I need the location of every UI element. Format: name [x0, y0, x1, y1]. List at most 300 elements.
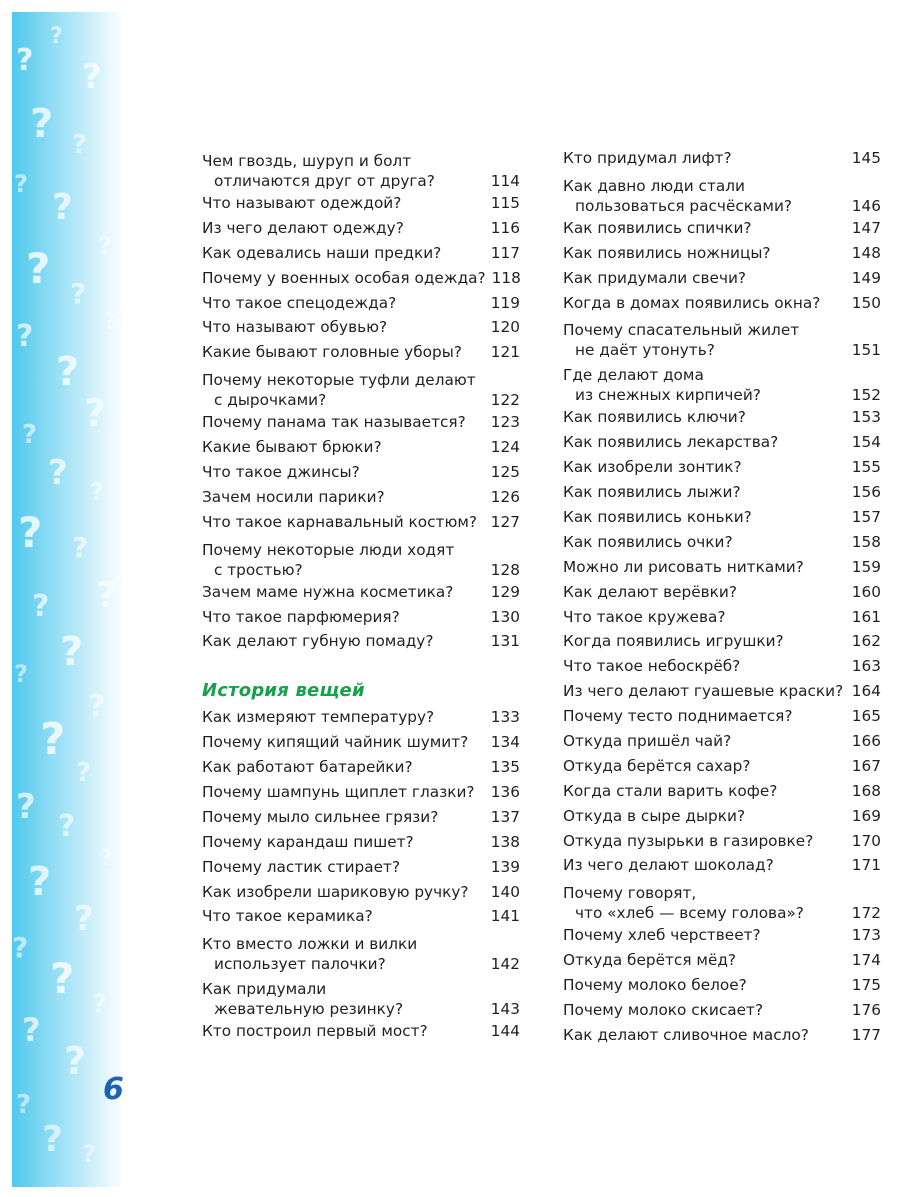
toc-entry-title — [563, 530, 733, 555]
toc-entry-line: Как придумали — [202, 980, 327, 999]
toc-entry-page: 134 — [490, 733, 520, 752]
toc-entry-page: 149 — [851, 268, 881, 287]
toc-entry[interactable] — [563, 216, 881, 241]
toc-entry-line: Что такое небоскрёб? — [563, 657, 741, 676]
question-mark-icon: ? — [28, 859, 52, 905]
toc-entry-line: Почему говорят, — [563, 884, 697, 903]
toc-entry[interactable] — [563, 878, 881, 923]
toc-entry-line: Как измеряют температуру? — [202, 708, 435, 727]
toc-entry-page: 175 — [851, 976, 881, 995]
toc-entry-title — [563, 779, 777, 804]
toc-entry[interactable] — [563, 505, 881, 530]
question-mark-icon: ? — [16, 43, 34, 78]
toc-entry[interactable] — [202, 460, 520, 485]
toc-entry-page: 125 — [490, 463, 520, 481]
toc-entry[interactable] — [202, 1019, 520, 1044]
toc-entry-line: Почему тесто поднимается? — [563, 707, 793, 726]
toc-entry-line: Что называют обувью? — [202, 318, 388, 337]
toc-entry-line: Почему некоторые люди ходят — [202, 540, 455, 559]
toc-entry-line: Кто построил первый мост? — [202, 1022, 428, 1041]
toc-entry-title — [202, 934, 417, 974]
toc-entry-title — [563, 973, 747, 998]
toc-entry[interactable] — [563, 580, 881, 605]
toc-entry-title — [563, 829, 813, 854]
toc-entry-line: Почему некоторые туфли делают — [202, 371, 476, 390]
toc-entry-title — [563, 948, 736, 973]
toc-entry-line: Когда в домах появились окна? — [563, 293, 821, 312]
toc-entry-page: 172 — [851, 904, 881, 923]
toc-entry-line: Что такое спецодежда? — [202, 293, 397, 312]
toc-entry-line: Почему спасательный жилет — [563, 321, 800, 340]
toc-entry-title — [202, 755, 413, 780]
toc-entry-line: Можно ли рисовать нитками? — [563, 557, 804, 576]
toc-entry[interactable] — [202, 929, 520, 974]
toc-entry-line: Какие бывают брюки? — [202, 438, 382, 457]
toc-entry[interactable] — [563, 629, 881, 654]
toc-entry-page: 150 — [851, 293, 881, 312]
toc-entry[interactable] — [202, 730, 520, 755]
toc-entry-page: 131 — [490, 632, 520, 651]
toc-entry-title — [563, 629, 784, 654]
question-mark-icon: ? — [64, 1039, 87, 1083]
toc-entry[interactable] — [202, 485, 520, 510]
toc-entry-line: Почему молоко скисает? — [563, 1001, 764, 1020]
toc-entry-line: Откуда берётся мёд? — [563, 951, 737, 970]
toc-entry-line: Зачем маме нужна косметика? — [202, 582, 454, 601]
toc-entry-title — [202, 370, 476, 410]
toc-entry-line: Как придумали свечи? — [563, 268, 747, 287]
toc-entry[interactable] — [202, 435, 520, 460]
toc-entry[interactable] — [202, 216, 520, 241]
toc-entry[interactable] — [563, 829, 881, 854]
toc-entry-page: 126 — [490, 487, 520, 506]
toc-entry-title — [202, 540, 454, 580]
toc-entry-page: 148 — [851, 243, 881, 262]
toc-entry-page: 121 — [490, 343, 520, 362]
toc-entry-page: 116 — [490, 218, 520, 237]
toc-entry-title — [202, 629, 433, 654]
toc-entry-line: Почему хлеб черствеет? — [563, 926, 761, 945]
toc-entry-title — [563, 923, 761, 948]
toc-entry-line: Что такое парфюмерия? — [202, 607, 400, 626]
toc-entry-line: Кто вместо ложки и вилки — [202, 935, 418, 954]
toc-entry[interactable] — [563, 241, 881, 266]
toc-entry-line: Что такое кружева? — [563, 607, 726, 626]
toc-entry-page: 167 — [851, 756, 881, 775]
toc-entry[interactable] — [202, 580, 520, 605]
toc-entry-page: 173 — [851, 926, 881, 945]
toc-entry-line: Что такое карнавальный костюм? — [202, 512, 477, 531]
toc-entry-line: Почему молоко белое? — [563, 976, 747, 995]
toc-entry-page: 137 — [490, 807, 520, 826]
toc-entry-line: Почему шампунь щиплет глазки? — [202, 783, 475, 802]
toc-entry[interactable] — [202, 805, 520, 830]
toc-entry[interactable] — [202, 146, 520, 191]
toc-entry-page: 118 — [491, 268, 521, 287]
toc-entry-line: Где делают дома — [563, 366, 704, 385]
question-mark-icon: ? — [50, 954, 75, 1003]
toc-entry[interactable] — [563, 679, 881, 704]
toc-entry[interactable] — [563, 315, 881, 360]
toc-entry-title — [202, 340, 462, 365]
toc-entry-page: 136 — [490, 783, 520, 802]
toc-entry-title — [202, 291, 396, 316]
question-mark-icon: ? — [72, 130, 88, 160]
toc-entry-title — [563, 704, 792, 729]
toc-entry[interactable] — [563, 146, 881, 171]
toc-entry-title — [202, 460, 360, 485]
toc-entry-line: Из чего делают шоколад? — [563, 856, 774, 875]
toc-list — [563, 146, 881, 1048]
toc-entry-title — [563, 654, 740, 679]
toc-entry-title — [563, 146, 732, 171]
toc-entry-line: с тростью? — [214, 560, 303, 579]
toc-entry-title — [202, 705, 434, 730]
toc-entry[interactable] — [563, 654, 881, 679]
toc-entry-title — [202, 216, 404, 241]
toc-entry-title — [563, 480, 741, 505]
question-mark-icon: ? — [92, 990, 108, 1020]
toc-entry-page: 147 — [851, 218, 881, 237]
toc-entry-line: Почему карандаш пишет? — [202, 832, 414, 851]
toc-entry-title — [202, 151, 435, 191]
toc-entry[interactable] — [202, 315, 520, 340]
toc-entry-title — [202, 315, 387, 340]
toc-entry[interactable] — [202, 974, 520, 1019]
question-mark-icon: ? — [16, 787, 36, 827]
toc-entry-line: Как появились очки? — [563, 532, 733, 551]
toc-entry[interactable] — [202, 880, 520, 905]
toc-entry-title — [563, 455, 742, 480]
toc-entry-page: 140 — [490, 882, 520, 901]
toc-entry-title — [563, 176, 792, 216]
toc-entry-title — [202, 805, 438, 830]
toc-entry-page: 158 — [851, 532, 881, 551]
toc-entry[interactable] — [202, 904, 520, 929]
toc-entry-page: 127 — [490, 512, 520, 531]
toc-entry-page: 177 — [851, 1025, 881, 1044]
toc-entry[interactable] — [563, 779, 881, 804]
toc-entry[interactable] — [202, 191, 520, 216]
toc-entry-page: 174 — [851, 951, 881, 970]
question-mark-icon: ? — [90, 478, 104, 506]
toc-entry-line: Откуда пришёл чай? — [563, 732, 732, 751]
toc-entry-page: 160 — [851, 582, 881, 601]
toc-entry-page: 124 — [490, 438, 520, 457]
toc-entry-title — [563, 320, 799, 360]
toc-entry-title — [563, 291, 820, 316]
toc-entry-page: 151 — [851, 341, 881, 360]
question-mark-icon: ? — [84, 391, 107, 435]
toc-entry[interactable] — [563, 430, 881, 455]
toc-entry-page: 129 — [490, 582, 520, 601]
toc-entry-line: Зачем носили парики? — [202, 487, 385, 506]
toc-entry-line: Как появились спички? — [563, 218, 752, 237]
toc-entry-title — [202, 410, 466, 435]
toc-entry-title — [202, 241, 441, 266]
toc-entry-page: 161 — [851, 607, 881, 626]
toc-entry-page: 135 — [490, 758, 520, 777]
toc-entry-line: с дырочками? — [214, 391, 327, 410]
toc-right-column — [563, 146, 881, 1048]
toc-entry-page: 153 — [851, 408, 881, 427]
toc-entry-line: Как появились ножницы? — [563, 243, 771, 262]
toc-entry[interactable] — [202, 855, 520, 880]
question-mark-icon: ? — [58, 809, 76, 844]
toc-entry-title — [202, 880, 469, 905]
toc-entry-page: 156 — [851, 483, 881, 502]
question-mark-icon: ? — [104, 310, 117, 335]
toc-entry-line: использует палочки? — [214, 955, 386, 974]
question-mark-icon: ? — [76, 758, 92, 788]
toc-entry-line: Как одевались наши предки? — [202, 243, 442, 262]
toc-entry[interactable] — [563, 171, 881, 216]
question-mark-icon: ? — [72, 531, 89, 564]
question-mark-icon: ? — [16, 1090, 32, 1120]
toc-entry-title — [563, 430, 778, 455]
toc-entry-title — [563, 555, 804, 580]
toc-entry-page: 157 — [851, 508, 881, 526]
decorative-band — [12, 12, 124, 1187]
question-mark-icon: ? — [56, 349, 80, 395]
toc-entry-line: Как работают батарейки? — [202, 758, 413, 777]
toc-entry-title — [563, 405, 746, 430]
question-mark-icon: ? — [60, 629, 84, 675]
question-mark-icon: ? — [16, 319, 34, 354]
toc-entry-title — [202, 435, 382, 460]
toc-entry[interactable] — [202, 266, 520, 291]
toc-entry-page: 159 — [851, 557, 881, 576]
toc-entry-line: Как появились коньки? — [563, 508, 752, 526]
page-number: 6 — [103, 1072, 124, 1107]
toc-entry-title — [563, 266, 746, 291]
toc-entry-line: пользоваться расчёсками? — [575, 196, 793, 215]
toc-entry-page: 176 — [851, 1001, 881, 1020]
toc-entry-page: 152 — [851, 386, 881, 405]
toc-entry-page: 154 — [851, 433, 881, 452]
toc-entry-line: отличаются друг от друга? — [214, 172, 435, 190]
toc-entry-page: 164 — [851, 682, 881, 701]
toc-entry-title — [202, 780, 475, 805]
toc-entry-line: Почему панама так называется? — [202, 413, 466, 432]
toc-entry-title — [563, 804, 745, 829]
toc-entry-line: Когда стали варить кофе? — [563, 781, 778, 800]
toc-entry[interactable] — [563, 804, 881, 829]
toc-entry-page: 128 — [490, 560, 520, 579]
toc-entry-line: не даёт утонуть? — [575, 341, 715, 360]
question-mark-icon: ? — [96, 575, 117, 616]
question-mark-icon: ? — [22, 420, 38, 450]
question-mark-icon: ? — [42, 1119, 63, 1160]
toc-entry[interactable] — [563, 853, 881, 878]
toc-entry-page: 142 — [490, 955, 520, 974]
toc-entry-line: Как делают верёвки? — [563, 582, 737, 601]
toc-entry-title — [202, 191, 401, 216]
toc-entry-line: Что такое керамика? — [202, 907, 373, 926]
question-mark-icon: ? — [82, 57, 102, 97]
toc-entry-line: Почему кипящий чайник шумит? — [202, 733, 469, 752]
toc-entry-page: 120 — [490, 318, 520, 337]
toc-entry-title — [563, 853, 774, 878]
toc-entry[interactable] — [202, 241, 520, 266]
toc-entry-title — [563, 605, 725, 630]
toc-entry-title — [563, 883, 804, 923]
toc-entry[interactable] — [563, 405, 881, 430]
toc-entry-page: 168 — [851, 781, 881, 800]
toc-entry-page: 155 — [851, 458, 881, 477]
toc-entry[interactable] — [202, 830, 520, 855]
question-mark-icon: ? — [70, 277, 87, 310]
toc-entry-line: Откуда берётся сахар? — [563, 756, 751, 775]
toc-entry-title — [202, 730, 468, 755]
toc-entry[interactable] — [563, 704, 881, 729]
toc-entry[interactable] — [563, 555, 881, 580]
toc-entry-title — [202, 1019, 428, 1044]
toc-entry[interactable] — [563, 360, 881, 405]
toc-entry-title — [202, 979, 403, 1019]
toc-entry-page: 133 — [490, 708, 520, 727]
toc-entry-title — [563, 729, 731, 754]
toc-entry-line: Как появились лыжи? — [563, 483, 741, 502]
toc-entry-line: Из чего делают гуашевые краски? — [563, 682, 844, 701]
toc-entry-page: 117 — [490, 243, 520, 262]
toc-entry-title — [563, 580, 737, 605]
toc-entry-line: Из чего делают одежду? — [202, 218, 404, 237]
toc-entry-line: Откуда пузырьки в газировке? — [563, 831, 814, 850]
question-mark-icon: ? — [88, 689, 106, 724]
question-mark-icon: ? — [12, 931, 29, 964]
toc-entry-page: 139 — [490, 857, 520, 876]
toc-entry-page: 130 — [490, 607, 520, 626]
toc-entry-page: 138 — [490, 832, 520, 851]
toc-left-column — [202, 146, 520, 1044]
toc-entry[interactable] — [563, 973, 881, 998]
toc-entry[interactable] — [563, 998, 881, 1023]
toc-entry-page: 141 — [490, 907, 520, 926]
toc-entry[interactable] — [202, 535, 520, 580]
question-mark-icon: ? — [22, 1011, 41, 1049]
toc-entry-line: Как делают сливочное масло? — [563, 1025, 809, 1044]
toc-entry[interactable] — [563, 291, 881, 316]
toc-entry-page: 114 — [490, 172, 520, 190]
toc-entry[interactable] — [563, 1023, 881, 1048]
toc-entry-page: 143 — [490, 1000, 520, 1019]
toc-entry-line: Когда появились игрушки? — [563, 632, 784, 651]
question-mark-icon: ? — [40, 714, 66, 765]
toc-list — [202, 705, 520, 1044]
question-mark-icon: ? — [82, 1140, 96, 1168]
toc-entry[interactable] — [563, 530, 881, 555]
toc-entry-title — [202, 830, 414, 855]
toc-entry-line: Почему мыло сильнее грязи? — [202, 807, 439, 826]
toc-entry-title — [563, 505, 752, 530]
toc-entry[interactable] — [202, 605, 520, 630]
toc-entry-title — [202, 580, 453, 605]
toc-entry[interactable] — [202, 340, 520, 365]
toc-entry[interactable] — [563, 923, 881, 948]
toc-entry-line: Как изобрели зонтик? — [563, 458, 742, 477]
toc-entry-page: 163 — [851, 657, 881, 676]
toc-entry-line: Почему у военных особая одежда? — [202, 268, 486, 287]
toc-entry[interactable] — [563, 480, 881, 505]
question-mark-icon: ? — [14, 170, 28, 198]
toc-list — [202, 146, 520, 654]
toc-entry-title — [563, 216, 752, 241]
toc-entry-page: 146 — [851, 196, 881, 215]
toc-entry-line: Почему ластик стирает? — [202, 857, 401, 876]
question-mark-icon: ? — [74, 899, 94, 939]
toc-entry-page: 119 — [490, 293, 520, 312]
toc-entry-page: 169 — [851, 806, 881, 825]
toc-entry-page: 144 — [490, 1022, 520, 1041]
toc-entry[interactable] — [202, 755, 520, 780]
toc-entry[interactable] — [563, 605, 881, 630]
toc-entry-page: 145 — [851, 148, 881, 167]
question-mark-icon: ? — [18, 508, 43, 557]
toc-entry-page: 162 — [851, 632, 881, 651]
question-mark-icon: ? — [32, 589, 50, 624]
question-mark-icon: ? — [14, 660, 28, 688]
toc-entry-title — [563, 754, 750, 779]
toc-entry-page: 122 — [490, 391, 520, 410]
toc-entry-title — [202, 510, 477, 535]
question-mark-icon: ? — [52, 187, 73, 228]
toc-entry[interactable] — [202, 629, 520, 654]
toc-entry[interactable] — [563, 948, 881, 973]
toc-entry-line: Какие бывают головные уборы? — [202, 343, 462, 362]
toc-entry-title — [202, 605, 400, 630]
toc-entry-page: 115 — [490, 193, 520, 212]
toc-entry-title — [563, 241, 771, 266]
toc-entry-page: 171 — [851, 856, 881, 875]
toc-entry-title — [563, 998, 763, 1023]
toc-entry-title — [202, 855, 400, 880]
toc-entry[interactable] — [202, 510, 520, 535]
toc-entry[interactable] — [563, 729, 881, 754]
toc-entry-line: жевательную резинку? — [214, 1000, 404, 1019]
toc-entry-page: 165 — [851, 707, 881, 726]
toc-entry[interactable] — [563, 455, 881, 480]
toc-entry-line: Как появились лекарства? — [563, 433, 779, 452]
question-mark-icon: ? — [50, 24, 63, 49]
toc-entry-title — [202, 485, 385, 510]
toc-entry[interactable] — [202, 365, 520, 410]
toc-entry-line: Чем гвоздь, шуруп и болт — [202, 152, 412, 170]
toc-entry-title — [563, 1023, 809, 1048]
toc-entry-line: Как давно люди стали — [563, 176, 745, 195]
toc-entry-page: 170 — [851, 831, 881, 850]
toc-entry[interactable] — [563, 266, 881, 291]
toc-entry[interactable] — [202, 291, 520, 316]
toc-entry-line: из снежных кирпичей? — [575, 386, 761, 405]
toc-entry-page: 166 — [851, 732, 881, 751]
question-mark-icon: ? — [30, 101, 54, 147]
toc-entry-line: Как делают губную помаду? — [202, 632, 434, 651]
toc-entry[interactable] — [202, 780, 520, 805]
toc-entry[interactable] — [202, 705, 520, 730]
toc-entry-line: Что такое джинсы? — [202, 463, 360, 481]
toc-entry[interactable] — [202, 410, 520, 435]
toc-entry-title — [563, 679, 843, 704]
section-title: История вещей — [202, 680, 365, 702]
toc-entry-line: Что называют одеждой? — [202, 193, 402, 212]
toc-entry[interactable] — [563, 754, 881, 779]
toc-entry-line: Как появились ключи? — [563, 408, 746, 427]
toc-entry-line: Как изобрели шариковую ручку? — [202, 882, 469, 901]
toc-entry-line: Кто придумал лифт? — [563, 148, 732, 167]
toc-entry-title — [202, 266, 486, 291]
toc-entry-line: что «хлеб — всему голова»? — [575, 904, 804, 923]
